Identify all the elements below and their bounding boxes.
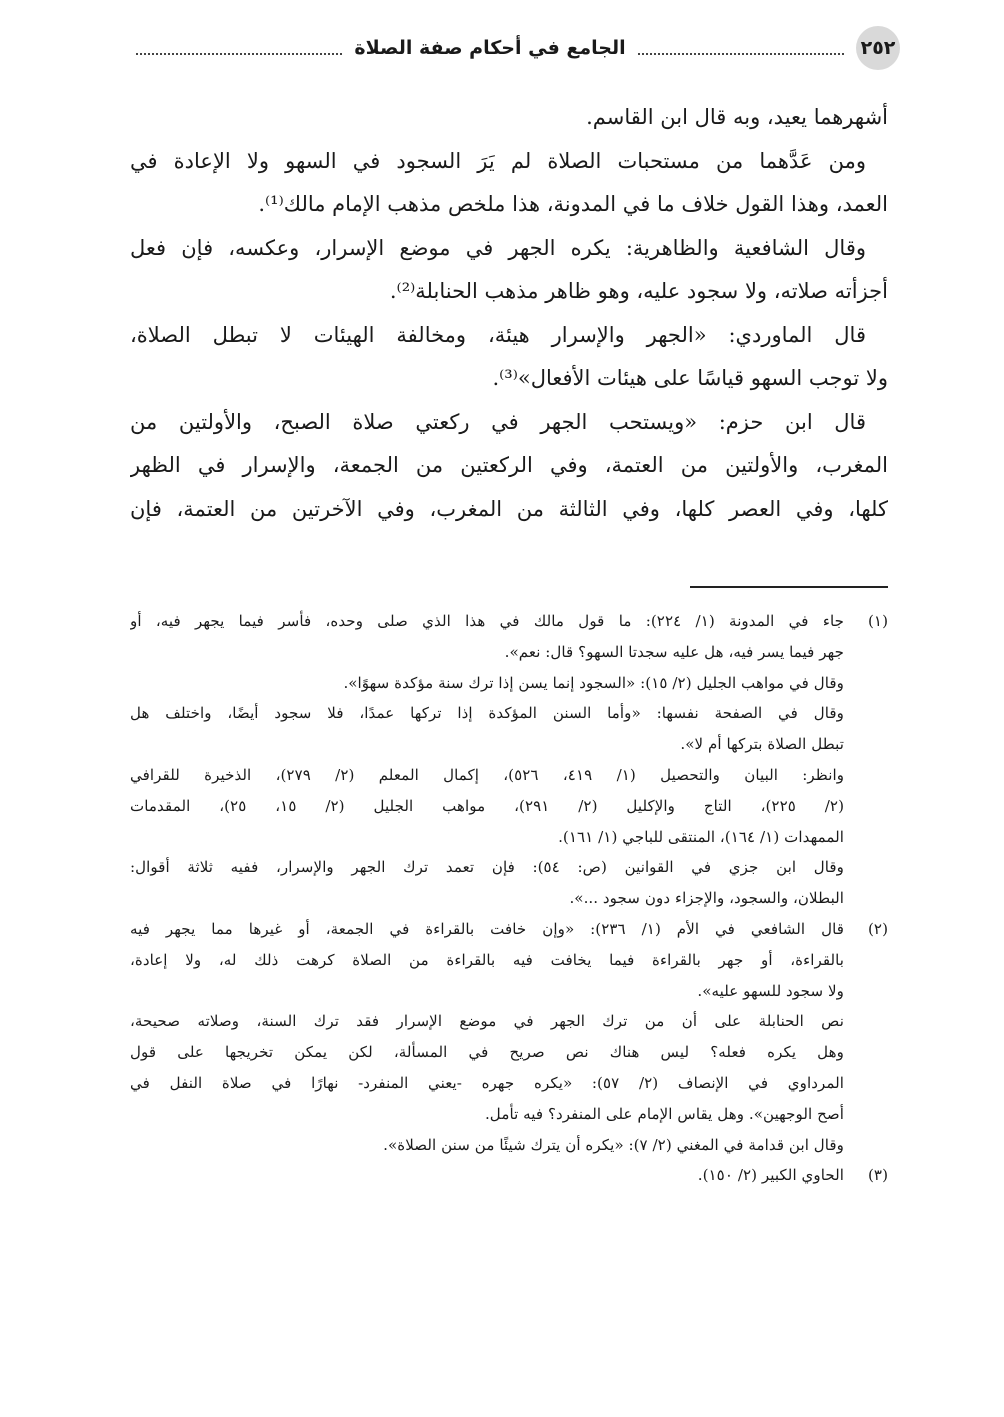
paragraph bbox=[130, 314, 888, 401]
main-text bbox=[130, 96, 888, 531]
footnote-number: (٢) bbox=[867, 919, 888, 938]
text-line: ولا توجب السهو قياسًا على هيئات الأفعال»⁽³⁾. bbox=[492, 366, 888, 390]
footnote-text: الحاوي الكبير (٢/ ١٥٠). bbox=[697, 1166, 844, 1185]
footnote-text: وقال ابن جزي في القوانين (ص: ٥٤): فإن تعمد ترك الجهر والإسرار، ففيه ثلاثة أقوال: bbox=[130, 858, 844, 877]
footnote-line bbox=[130, 852, 888, 883]
footnotes bbox=[130, 606, 888, 1191]
footnote-text: نص الحنابلة على أن من ترك الجهر في موضع الإسرار فقد ترك السنة، وصلاته صحيحة، bbox=[130, 1012, 844, 1031]
footnote-line bbox=[130, 1130, 888, 1161]
paragraph bbox=[130, 140, 888, 227]
footnote-line bbox=[130, 637, 888, 668]
text-line: العمد، وهذا القول خلاف ما في المدونة، هذا ملخص مذهب الإمام مالك⁽¹⁾. bbox=[258, 192, 888, 216]
footnote-text: قال الشافعي في الأم (١/ ٢٣٦): «وإن خافت بالقراءة في الجمعة، أو غيرها مما يجهر فيه bbox=[130, 919, 845, 938]
text-line: ومن عَدَّهما من مستحبات الصلاة لم يَرَ السجود في السهو ولا الإعادة في bbox=[130, 148, 866, 173]
footnote-text: جاء في المدونة (١/ ٢٢٤): ما قول مالك في هذا الذي صلى وحده، فأسر فيما يجهر فيه، أو bbox=[130, 612, 844, 630]
header-dots bbox=[638, 53, 844, 55]
text-line: قال الماوردي: «الجهر والإسرار هيئة، ومخالفة الهيئات لا تبطل الصلاة، bbox=[130, 322, 866, 347]
header-dots bbox=[136, 53, 342, 55]
header-title: الجامع في أحكام صفة الصلاة bbox=[354, 37, 626, 59]
footnote-text: وقال في الصفحة نفسها: «وأما السنن المؤكدة إذا تركها عمدًا، فلا سجود أيضًا، واختلف هل bbox=[130, 704, 844, 723]
footnote-text: المرداوي في الإنصاف (٢/ ٥٧): «يكره جهره -يعني المنفرد- نهارًا في صلاة النفل في bbox=[130, 1073, 844, 1092]
footnote-line bbox=[130, 1099, 888, 1130]
footnote-line bbox=[130, 1068, 888, 1099]
text-line: قال ابن حزم: «ويستحب الجهر في ركعتي صلاة الصبح، والأولتين من bbox=[130, 409, 866, 434]
footnote-line bbox=[130, 668, 888, 699]
footnote-line bbox=[130, 1006, 888, 1037]
footnote bbox=[130, 1160, 888, 1191]
footnote-line bbox=[130, 976, 888, 1007]
footnote-number: (١) bbox=[867, 612, 888, 630]
footnote-line bbox=[130, 791, 888, 822]
paragraph bbox=[130, 227, 888, 314]
footnote-text: البطلان، والسجود، والإجزاء دون سجود ...». bbox=[569, 889, 844, 908]
text-line: المغرب، والأولتين من العتمة، وفي الركعتين من الجمعة، والإسرار في الظهر bbox=[130, 453, 888, 477]
footnote-line bbox=[130, 1037, 888, 1068]
footnote-text: الممهدات (١/ ١٦٤)، المنتقى للباجي (١/ ١٦١). bbox=[558, 827, 844, 846]
text-line: أشهرهما يعيد، وبه قال ابن القاسم. bbox=[586, 105, 888, 129]
text-line: كلها، وفي العصر كلها، وفي الثالثة من المغرب، وفي الآخرتين من العتمة، فإن bbox=[130, 496, 888, 521]
footnote-line bbox=[130, 729, 888, 760]
footnote-line bbox=[130, 698, 888, 729]
paragraph bbox=[130, 401, 888, 532]
page-number: ٢٥٢ bbox=[856, 26, 900, 70]
footnote-text: تبطل الصلاة بتركها أم لا». bbox=[680, 735, 844, 754]
footnote-line bbox=[130, 760, 888, 791]
footnote-number: (٣) bbox=[867, 1166, 888, 1185]
footnote-text: وهل يكره فعله؟ ليس هناك نص صريح في المسألة، لكن يمكن تخريجها على قول bbox=[130, 1043, 844, 1062]
paragraph bbox=[130, 96, 888, 140]
footnote bbox=[130, 606, 888, 914]
text-line: أجزأته صلاته، ولا سجود عليه، وهو ظاهر مذهب الحنابلة⁽²⁾. bbox=[389, 279, 888, 303]
footnote-line bbox=[130, 606, 888, 637]
footnote-text: ولا سجود للسهو عليه». bbox=[697, 981, 844, 1000]
footnote-text: وقال ابن قدامة في المغني (٢/ ٧): «يكره أن يترك شيئًا من سنن الصلاة». bbox=[383, 1135, 844, 1154]
footnote-line bbox=[130, 945, 888, 976]
footnote-line bbox=[130, 883, 888, 914]
footnote bbox=[130, 914, 888, 1160]
footnote-line bbox=[130, 914, 888, 945]
footnote-text: جهر فيما يسر فيه، هل عليه سجدتا السهو؟ قال: نعم». bbox=[504, 642, 844, 661]
footnote-line bbox=[130, 1160, 888, 1191]
footnote-text: بالقراءة، أو جهر بالقراءة فيما يخافت فيه بالقراءة من الصلاة كرهت ذلك له، ولا إعادة، bbox=[130, 950, 844, 969]
running-header bbox=[130, 28, 900, 68]
footnote-text: أصح الوجهين». وهل يقاس الإمام على المنفرد؟ فيه تأمل. bbox=[484, 1104, 844, 1123]
footnote-text: وانظر: البيان والتحصيل (١/ ٤١٩، ٥٢٦)، إكمال المعلم (٢/ ٢٧٩)، الذخيرة للقرافي bbox=[130, 765, 845, 784]
footnote-text: (٢/ ٢٢٥)، التاج والإكليل (٢/ ٢٩١)، مواهب الجليل (٢/ ١٥، ٢٥)، المقدمات bbox=[130, 796, 844, 815]
footnote-text: وقال في مواهب الجليل (٢/ ١٥): «السجود إنما يسن إذا ترك سنة مؤكدة سهوًا». bbox=[343, 673, 844, 692]
footnote-separator bbox=[690, 586, 888, 588]
text-line: وقال الشافعية والظاهرية: يكره الجهر في موضع الإسرار، وعكسه، فإن فعل bbox=[130, 235, 866, 260]
footnote-line bbox=[130, 822, 888, 853]
